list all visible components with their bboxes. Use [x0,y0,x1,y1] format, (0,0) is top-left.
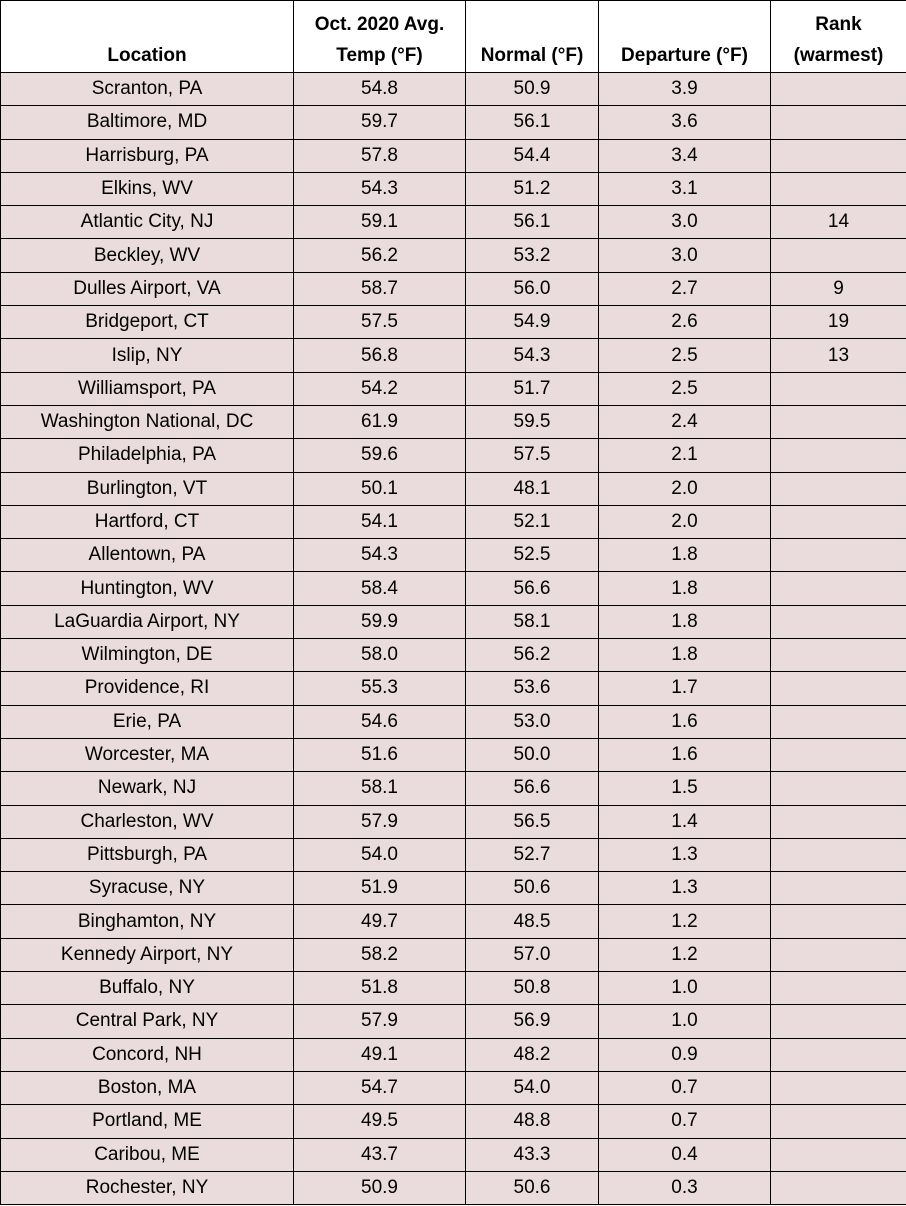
location-cell: Newark, NJ [1,772,294,805]
rank-cell [771,1171,906,1204]
departure-cell: 1.7 [599,672,771,705]
avg-temp-cell: 58.7 [294,272,466,305]
rank-cell [771,972,906,1005]
table-row [1,1071,906,1104]
table-row [1,938,906,971]
table-row [1,139,906,172]
departure-cell: 3.6 [599,106,771,139]
normal-cell: 50.9 [466,73,599,106]
avg-temp-cell: 58.4 [294,572,466,605]
normal-cell: 53.6 [466,672,599,705]
rank-cell [771,405,906,438]
location-cell: Scranton, PA [1,73,294,106]
normal-cell: 52.5 [466,539,599,572]
departure-cell: 1.2 [599,938,771,971]
location-cell: Binghamton, NY [1,905,294,938]
normal-cell: 54.0 [466,1071,599,1104]
rank-cell [771,1071,906,1104]
rank-cell [771,1005,906,1038]
rank-cell [771,838,906,871]
rank-cell [771,805,906,838]
normal-cell: 48.8 [466,1105,599,1138]
rank-cell [771,139,906,172]
avg-temp-cell: 58.2 [294,938,466,971]
departure-cell: 3.4 [599,139,771,172]
header-location [1,1,294,73]
avg-temp-cell: 54.3 [294,172,466,205]
table-row [1,838,906,871]
table-row [1,306,906,339]
avg-temp-cell: 54.8 [294,73,466,106]
departure-cell: 2.5 [599,372,771,405]
header-avg-temp-line-1: Oct. 2020 Avg. [314,14,445,35]
departure-cell: 3.1 [599,172,771,205]
avg-temp-cell: 56.8 [294,339,466,372]
location-cell: Philadelphia, PA [1,439,294,472]
departure-cell: 1.8 [599,639,771,672]
table-row [1,772,906,805]
location-cell: Beckley, WV [1,239,294,272]
location-cell: Atlantic City, NJ [1,206,294,239]
location-cell: Burlington, VT [1,472,294,505]
normal-cell: 43.3 [466,1138,599,1171]
normal-cell: 50.0 [466,738,599,771]
avg-temp-cell: 59.7 [294,106,466,139]
location-cell: Huntington, WV [1,572,294,605]
rank-cell: 13 [771,339,906,372]
rank-cell: 14 [771,206,906,239]
departure-cell: 2.7 [599,272,771,305]
normal-cell: 52.7 [466,838,599,871]
normal-cell: 58.1 [466,605,599,638]
departure-cell: 1.0 [599,972,771,1005]
avg-temp-cell: 61.9 [294,405,466,438]
avg-temp-cell: 56.2 [294,239,466,272]
table-row [1,1005,906,1038]
location-cell: Portland, ME [1,1105,294,1138]
departure-cell: 1.3 [599,838,771,871]
departure-cell: 1.6 [599,738,771,771]
departure-cell: 1.4 [599,805,771,838]
normal-cell: 51.7 [466,372,599,405]
avg-temp-cell: 57.5 [294,306,466,339]
table-row [1,472,906,505]
normal-cell: 56.5 [466,805,599,838]
avg-temp-cell: 58.0 [294,639,466,672]
avg-temp-cell: 49.1 [294,1038,466,1071]
normal-cell: 56.6 [466,572,599,605]
table-row [1,639,906,672]
table-row [1,805,906,838]
rank-cell [771,938,906,971]
avg-temp-cell: 50.9 [294,1171,466,1204]
avg-temp-cell: 55.3 [294,672,466,705]
rank-cell [771,439,906,472]
table-row [1,272,906,305]
normal-cell: 48.5 [466,905,599,938]
table-row [1,539,906,572]
table-row [1,672,906,705]
location-cell: Bridgeport, CT [1,306,294,339]
header-rank [771,1,906,73]
location-cell: Charleston, WV [1,805,294,838]
rank-cell [771,1138,906,1171]
rank-cell [771,239,906,272]
normal-cell: 56.6 [466,772,599,805]
table-row [1,572,906,605]
table-row [1,1038,906,1071]
departure-cell: 3.0 [599,206,771,239]
normal-cell: 50.6 [466,1171,599,1204]
location-cell: Hartford, CT [1,505,294,538]
rank-cell [771,372,906,405]
location-cell: Worcester, MA [1,738,294,771]
avg-temp-cell: 50.1 [294,472,466,505]
departure-cell: 1.8 [599,539,771,572]
table-row [1,705,906,738]
table-row [1,372,906,405]
location-cell: Buffalo, NY [1,972,294,1005]
normal-cell: 56.2 [466,639,599,672]
departure-cell: 3.0 [599,239,771,272]
normal-cell: 59.5 [466,405,599,438]
normal-cell: 48.2 [466,1038,599,1071]
location-cell: Williamsport, PA [1,372,294,405]
location-cell: Syracuse, NY [1,872,294,905]
normal-cell: 54.3 [466,339,599,372]
rank-cell [771,872,906,905]
normal-cell: 52.1 [466,505,599,538]
rank-cell [771,672,906,705]
header-avg-temp-line-2: Temp (°F) [336,45,423,66]
departure-cell: 1.3 [599,872,771,905]
header-departure-line-2: Departure (°F) [621,45,748,66]
departure-cell: 0.7 [599,1105,771,1138]
header-departure [599,1,771,73]
normal-cell: 57.0 [466,938,599,971]
normal-cell: 56.9 [466,1005,599,1038]
table-row [1,1105,906,1138]
avg-temp-cell: 54.0 [294,838,466,871]
departure-cell: 2.0 [599,505,771,538]
normal-cell: 48.1 [466,472,599,505]
normal-cell: 56.1 [466,206,599,239]
departure-cell: 0.9 [599,1038,771,1071]
normal-cell: 50.6 [466,872,599,905]
departure-cell: 2.6 [599,306,771,339]
table-row [1,605,906,638]
rank-cell [771,472,906,505]
avg-temp-cell: 57.8 [294,139,466,172]
rank-cell [771,505,906,538]
rank-cell [771,539,906,572]
normal-cell: 53.2 [466,239,599,272]
rank-cell [771,738,906,771]
location-cell: Kennedy Airport, NY [1,938,294,971]
location-cell: Baltimore, MD [1,106,294,139]
location-cell: Pittsburgh, PA [1,838,294,871]
normal-cell: 56.1 [466,106,599,139]
location-cell: Central Park, NY [1,1005,294,1038]
table-row [1,239,906,272]
location-cell: Wilmington, DE [1,639,294,672]
avg-temp-cell: 49.5 [294,1105,466,1138]
departure-cell: 1.6 [599,705,771,738]
rank-cell [771,1038,906,1071]
normal-cell: 57.5 [466,439,599,472]
table-header [1,1,906,73]
rank-cell [771,172,906,205]
location-cell: Caribou, ME [1,1138,294,1171]
avg-temp-cell: 54.7 [294,1071,466,1104]
normal-cell: 54.4 [466,139,599,172]
rank-cell [771,639,906,672]
avg-temp-cell: 59.6 [294,439,466,472]
avg-temp-cell: 54.6 [294,705,466,738]
avg-temp-cell: 49.7 [294,905,466,938]
departure-cell: 1.8 [599,605,771,638]
avg-temp-cell: 51.8 [294,972,466,1005]
avg-temp-cell: 54.1 [294,505,466,538]
location-cell: Islip, NY [1,339,294,372]
avg-temp-cell: 59.1 [294,206,466,239]
table-row [1,172,906,205]
departure-cell: 3.9 [599,73,771,106]
table-row [1,106,906,139]
header-location-line-2: Location [107,45,187,66]
departure-cell: 2.4 [599,405,771,438]
rank-cell [771,905,906,938]
table-row [1,972,906,1005]
rank-cell [771,705,906,738]
normal-cell: 51.2 [466,172,599,205]
avg-temp-cell: 54.2 [294,372,466,405]
avg-temp-cell: 58.1 [294,772,466,805]
departure-cell: 0.3 [599,1171,771,1204]
departure-cell: 0.7 [599,1071,771,1104]
avg-temp-cell: 57.9 [294,1005,466,1038]
rank-cell: 19 [771,306,906,339]
normal-cell: 50.8 [466,972,599,1005]
table-row [1,439,906,472]
rank-cell [771,106,906,139]
location-cell: Elkins, WV [1,172,294,205]
avg-temp-cell: 57.9 [294,805,466,838]
avg-temp-cell: 59.9 [294,605,466,638]
header-rank-line-2: (warmest) [793,45,884,66]
rank-cell: 9 [771,272,906,305]
table-body [1,73,906,1205]
rank-cell [771,73,906,106]
table-row [1,1138,906,1171]
location-cell: Allentown, PA [1,539,294,572]
normal-cell: 56.0 [466,272,599,305]
departure-cell: 2.5 [599,339,771,372]
table-row [1,405,906,438]
location-cell: LaGuardia Airport, NY [1,605,294,638]
avg-temp-cell: 51.9 [294,872,466,905]
header-avg-temp [294,1,466,73]
departure-cell: 1.0 [599,1005,771,1038]
table-row [1,339,906,372]
table-row [1,738,906,771]
location-cell: Erie, PA [1,705,294,738]
location-cell: Harrisburg, PA [1,139,294,172]
departure-cell: 2.1 [599,439,771,472]
header-row [1,1,906,73]
avg-temp-cell: 54.3 [294,539,466,572]
table-row [1,206,906,239]
location-cell: Dulles Airport, VA [1,272,294,305]
table-row [1,505,906,538]
location-cell: Rochester, NY [1,1171,294,1204]
normal-cell: 53.0 [466,705,599,738]
departure-cell: 2.0 [599,472,771,505]
normal-cell: 54.9 [466,306,599,339]
table-row [1,872,906,905]
departure-cell: 1.8 [599,572,771,605]
departure-cell: 0.4 [599,1138,771,1171]
rank-cell [771,1105,906,1138]
location-cell: Boston, MA [1,1071,294,1104]
location-cell: Washington National, DC [1,405,294,438]
header-normal-line-2: Normal (°F) [480,45,584,66]
avg-temp-cell: 43.7 [294,1138,466,1171]
table-row [1,1171,906,1204]
location-cell: Concord, NH [1,1038,294,1071]
avg-temp-cell: 51.6 [294,738,466,771]
table-row [1,905,906,938]
header-rank-line-1: Rank [815,14,862,35]
table-row [1,73,906,106]
departure-cell: 1.2 [599,905,771,938]
rank-cell [771,605,906,638]
rank-cell [771,572,906,605]
header-normal [466,1,599,73]
location-cell: Providence, RI [1,672,294,705]
departure-cell: 1.5 [599,772,771,805]
rank-cell [771,772,906,805]
